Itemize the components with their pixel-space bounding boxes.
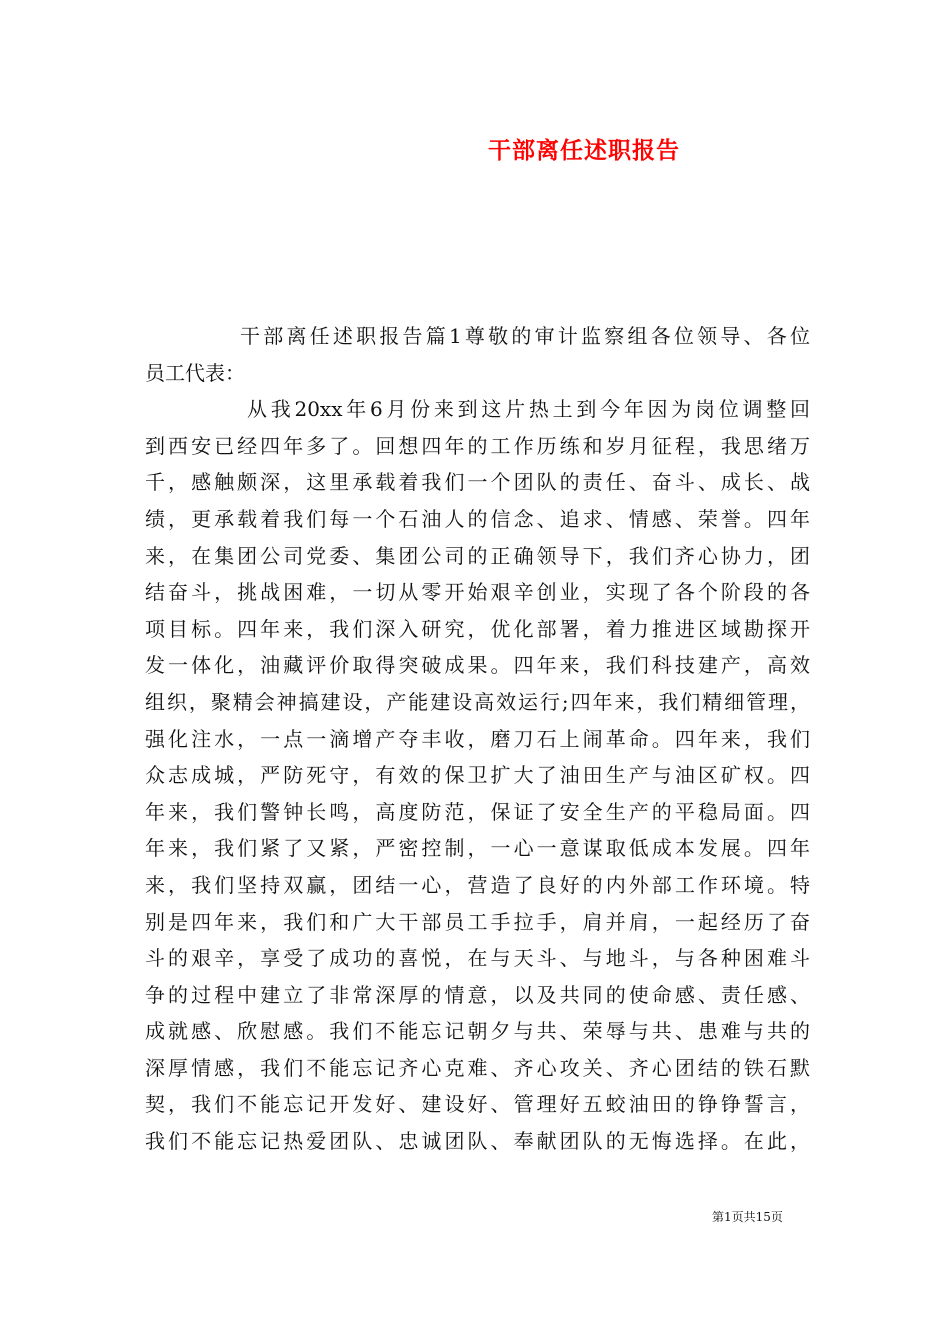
body-line: 契，我们不能忘记开发好、建设好、管理好五蛟油田的铮铮誓言， — [145, 1092, 810, 1117]
body-line: 从我20xx年6月份来到这片热土到今年因为岗位调整回 — [247, 397, 810, 422]
body-line: 来，在集团公司党委、集团公司的正确领导下，我们齐心协力，团 — [145, 543, 810, 568]
body-line: 员工代表： — [145, 360, 245, 385]
body-line: 到西安已经四年多了。回想四年的工作历练和岁月征程，我思绪万 — [145, 433, 810, 458]
body-line: 发一体化，油藏评价取得突破成果。四年来，我们科技建产，高效 — [145, 653, 810, 678]
body-line: 绩，更承载着我们每一个石油人的信念、追求、情感、荣誉。四年 — [145, 506, 810, 531]
document-body — [145, 318, 810, 1160]
body-line: 别是四年来，我们和广大干部员工手拉手，肩并肩，一起经历了奋 — [145, 909, 810, 934]
document-title: 干部离任述职报告 — [488, 137, 680, 164]
body-line: 斗的艰辛，享受了成功的喜悦，在与天斗、与地斗，与各种困难斗 — [145, 946, 810, 971]
body-line: 众志成城，严防死守，有效的保卫扩大了油田生产与油区矿权。四 — [145, 763, 810, 788]
body-line: 结奋斗，挑战困难，一切从零开始艰辛创业，实现了各个阶段的各 — [145, 580, 810, 605]
body-line: 强化注水，一点一滴增产夺丰收，磨刀石上闹革命。四年来，我们 — [145, 726, 810, 751]
body-line: 项目标。四年来，我们深入研究，优化部署，着力推进区域勘探开 — [145, 616, 810, 641]
body-line: 组织，聚精会神搞建设，产能建设高效运行;四年来，我们精细管理， — [145, 689, 810, 714]
body-line: 千，感触颇深，这里承载着我们一个团队的责任、奋斗、成长、战 — [145, 470, 810, 495]
body-line: 争的过程中建立了非常深厚的情意，以及共同的使命感、责任感、 — [145, 982, 810, 1007]
body-line: 来，我们坚持双赢，团结一心，营造了良好的内外部工作环境。特 — [145, 872, 810, 897]
body-line: 成就感、欣慰感。我们不能忘记朝夕与共、荣辱与共、患难与共的 — [145, 1019, 810, 1044]
body-line: 深厚情感，我们不能忘记齐心克难、齐心攻关、齐心团结的铁石默 — [145, 1055, 810, 1080]
body-line: 年来，我们警钟长鸣，高度防范，保证了安全生产的平稳局面。四 — [145, 799, 810, 824]
page-number-footer: 第1页共15页 — [712, 1210, 783, 1224]
body-line: 年来，我们紧了又紧，严密控制，一心一意谋取低成本发展。四年 — [145, 836, 810, 861]
body-line: 我们不能忘记热爱团队、忠诚团队、奉献团队的无悔选择。在此， — [145, 1129, 810, 1154]
body-line: 干部离任述职报告篇1尊敬的审计监察组各位领导、各位 — [240, 324, 810, 348]
